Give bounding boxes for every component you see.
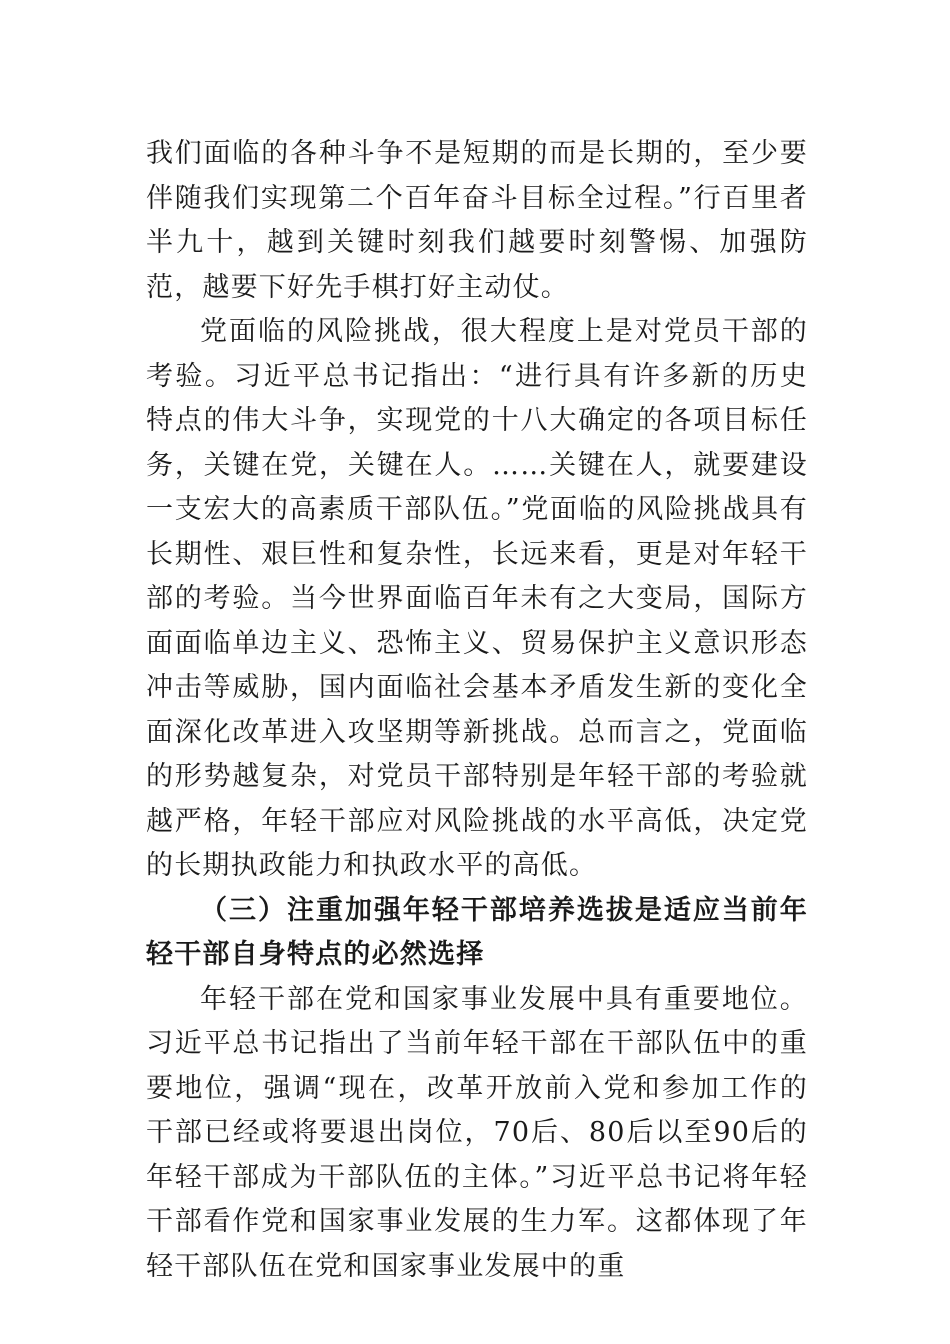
paragraph-young-cadres: 年轻干部在党和国家事业发展中具有重要地位。习近平总书记指出了当前年轻干部在干部队伍中的重要地位，强调“现在，改革开放前入党和参加工作的干部已经或将要退出岗位，70后、80后以至90后的年轻干部成为干部队伍的主体。”习近平总书记将年轻干部看作党和国家事业发展的生力军。这都体现了年轻干部队伍在党和国家事业发展中的重 bbox=[146, 983, 808, 1282]
paragraph-continuation: 我们面临的各种斗争不是短期的而是长期的，至少要伴随我们实现第二个百年奋斗目标全过程。”行百里者半九十，越到关键时刻我们越要时刻警惕、加强防范，越要下好先手棋打好主动仗。 bbox=[146, 138, 808, 303]
paragraph-risk-challenges: 党面临的风险挑战，很大程度上是对党员干部的考验。习近平总书记指出：“进行具有许多新的历史特点的伟大斗争，实现党的十八大确定的各项目标任务，关键在党，关键在人。……关键在人，就要建设一支宏大的高素质干部队伍。”党面临的风险挑战具有长期性、艰巨性和复杂性，长远来看，更是对年轻干部的考验。当今世界面临百年未有之大变局，国际方面面临单边主义、恐怖主义、贸易保护主义意识形态冲击等威胁，国内面临社会基本矛盾发生新的变化全面深化改革进入攻坚期等新挑战。总而言之，党面临的形势越复杂，对党员干部特别是年轻干部的考验就越严格，年轻干部应对风险挑战的水平高低，决定党的长期执政能力和执政水平的高低。 bbox=[146, 316, 808, 881]
document-body bbox=[146, 132, 808, 1289]
section-heading: （三）注重加强年轻干部培养选拔是适应当前年轻干部自身特点的必然选择 bbox=[146, 894, 808, 970]
